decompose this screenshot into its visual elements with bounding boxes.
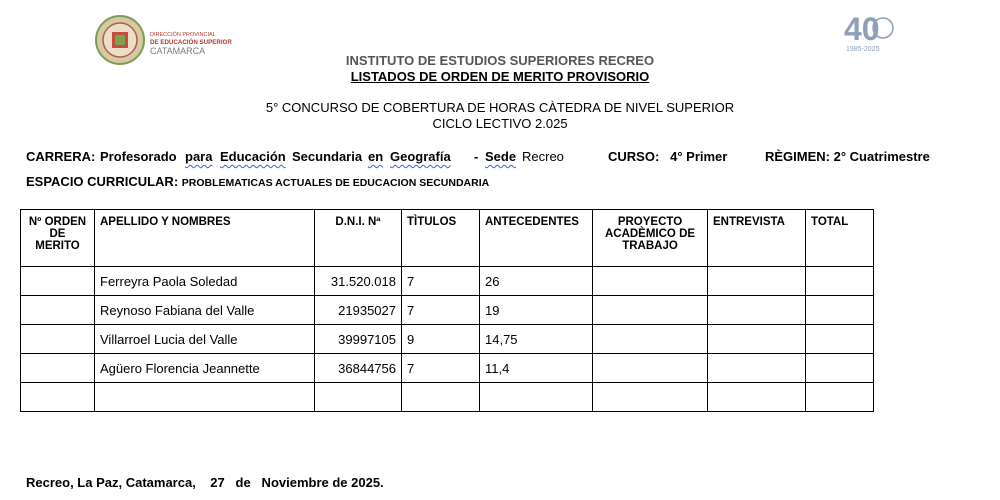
carrera-word: Geografía: [390, 149, 451, 164]
concurso-title: 5° CONCURSO DE COBERTURA DE HORAS CÀTEDRA DE NIVEL SUPERIOR: [265, 100, 735, 115]
cell-proyecto: [593, 354, 708, 383]
cell-entrevista: [708, 383, 806, 412]
cell-orden: [21, 267, 95, 296]
cell-total: [806, 267, 874, 296]
espacio-curricular: [26, 174, 489, 189]
carrera-word: -: [474, 149, 479, 164]
orden-merito-table: [20, 209, 874, 412]
cell-antecedentes: 14,75: [480, 325, 593, 354]
cell-entrevista: [708, 267, 806, 296]
cell-proyecto: [593, 296, 708, 325]
col-header-total: TOTAL: [806, 210, 874, 267]
cell-total: [806, 296, 874, 325]
col-header-titulos: TÌTULOS: [402, 210, 480, 267]
cell-antecedentes: 11,4: [480, 354, 593, 383]
cell-dni: 31.520.018: [315, 267, 402, 296]
aniversario-40-logo: [838, 10, 904, 54]
cell-proyecto: [593, 325, 708, 354]
cell-proyecto: [593, 267, 708, 296]
curso-info: CURSO: 4° Primer: [608, 149, 728, 164]
cell-nombre: Agüero Florencia Jeannette: [95, 354, 315, 383]
cell-orden: [21, 383, 95, 412]
logo-text-line3: CATAMARCA: [150, 46, 206, 56]
cell-antecedentes: 19: [480, 296, 593, 325]
cell-dni: 39997105: [315, 325, 402, 354]
cell-nombre: [95, 383, 315, 412]
carrera-word: en: [368, 149, 384, 164]
logo-text-line2: DE EDUCACIÓN SUPERIOR: [150, 39, 232, 46]
table-row: [21, 383, 874, 412]
table-row: [21, 296, 874, 325]
logo-text-line1: DIRECCIÓN PROVINCIAL: [150, 32, 216, 38]
cell-titulos: 7: [402, 296, 480, 325]
cell-total: [806, 383, 874, 412]
cell-titulos: 7: [402, 354, 480, 383]
logo-40-digits: 40: [844, 11, 880, 47]
listado-title: LISTADOS DE ORDEN DE MERITO PROVISORIO: [350, 69, 650, 84]
cell-titulos: 7: [402, 267, 480, 296]
institute-name: INSTITUTO DE ESTUDIOS SUPERIORES RECREO: [345, 53, 655, 68]
cell-nombre: Villarroel Lucia del Valle: [95, 325, 315, 354]
col-header-entrevista: ENTREVISTA: [708, 210, 806, 267]
cell-entrevista: [708, 296, 806, 325]
carrera-word: Secundaria: [292, 149, 363, 164]
regimen-info: RÈGIMEN: 2° Cuatrimestre: [765, 149, 930, 164]
cell-titulos: 9: [402, 325, 480, 354]
carrera-word: Sede: [485, 149, 517, 164]
col-header-antecedentes: ANTECEDENTES: [480, 210, 593, 267]
carrera-label: CARRERA:: [26, 149, 96, 164]
cell-nombre: Ferreyra Paola Soledad: [95, 267, 315, 296]
logo-years: 1985-2025: [846, 46, 880, 53]
cell-entrevista: [708, 354, 806, 383]
table-row: [21, 354, 874, 383]
ciclo-lectivo: CICLO LECTIVO 2.025: [432, 116, 568, 131]
cell-antecedentes: [480, 383, 593, 412]
cell-nombre: Reynoso Fabiana del Valle: [95, 296, 315, 325]
col-header-nombres: APELLIDO Y NOMBRES: [95, 210, 315, 267]
cell-orden: [21, 354, 95, 383]
carrera-word: para: [185, 149, 213, 164]
carrera-word: Educación: [220, 149, 286, 164]
cell-dni: 36844756: [315, 354, 402, 383]
cell-entrevista: [708, 325, 806, 354]
cell-orden: [21, 296, 95, 325]
cell-orden: [21, 325, 95, 354]
carrera-word: Recreo: [522, 149, 564, 164]
carrera-word: Profesorado: [100, 149, 177, 164]
cell-antecedentes: 26: [480, 267, 593, 296]
col-header-orden: Nº ORDEN DE MERITO: [21, 210, 95, 267]
cell-proyecto: [593, 383, 708, 412]
table-row: [21, 267, 874, 296]
table-row: [21, 325, 874, 354]
cell-total: [806, 325, 874, 354]
col-header-proyecto: PROYECTO ACADÈMICO DE TRABAJO: [593, 210, 708, 267]
cell-dni: [315, 383, 402, 412]
espacio-label: ESPACIO CURRICULAR:: [26, 174, 179, 189]
cell-dni: 21935027: [315, 296, 402, 325]
col-header-dni: D.N.I. Nª: [315, 210, 402, 267]
table-header-row: [21, 210, 874, 267]
cell-titulos: [402, 383, 480, 412]
espacio-value: PROBLEMATICAS ACTUALES DE EDUCACION SECUNDARIA: [181, 177, 490, 189]
cell-total: [806, 354, 874, 383]
footer-date: Recreo, La Paz, Catamarca, 27 de Noviembre de 2025.: [26, 475, 384, 490]
